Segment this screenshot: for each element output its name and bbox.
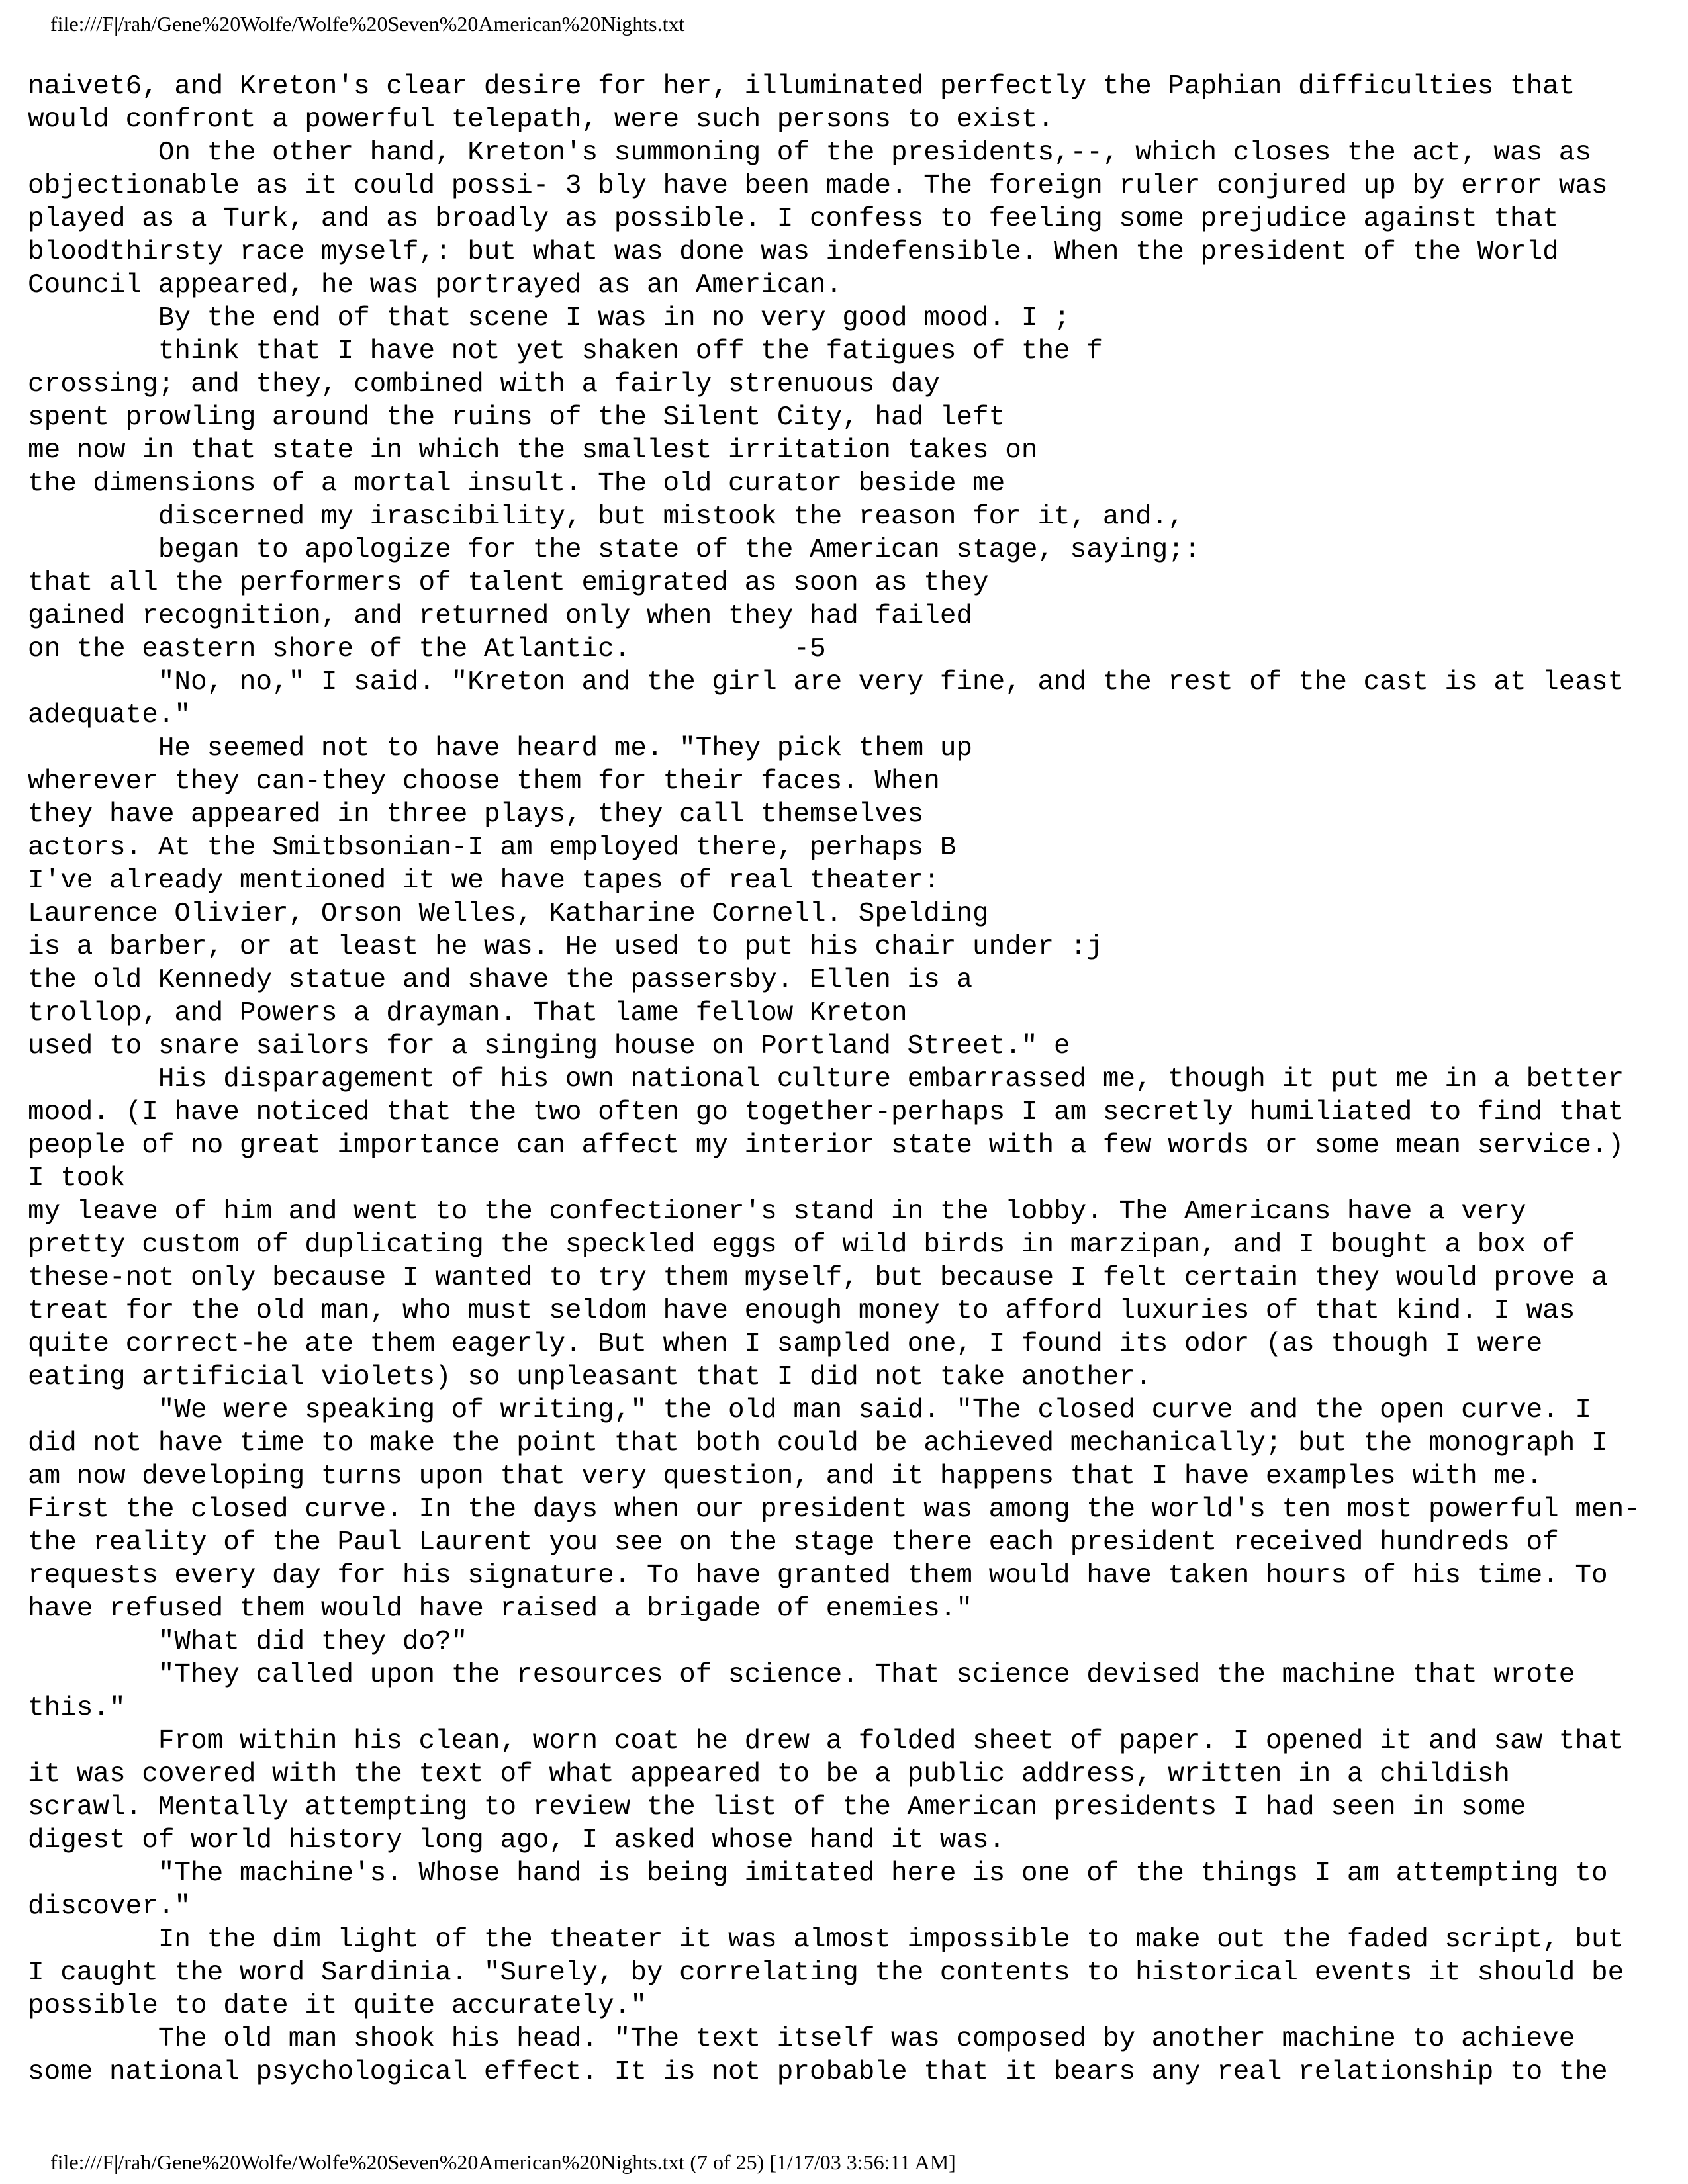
text-line: By the end of that scene I was in no very good mood. I ; xyxy=(28,303,1070,334)
text-line: people of no great importance can affect my interior state with a few words or some mean service.) xyxy=(28,1130,1624,1161)
text-line: on the eastern shore of the Atlantic. -5 xyxy=(28,634,826,664)
text-line: began to apologize for the state of the American stage, saying;: xyxy=(28,535,1201,565)
text-line: I've already mentioned it we have tapes of real theater: xyxy=(28,866,940,896)
text-line: On the other hand, Kreton's summoning of the presidents,--, which closes the act, was as xyxy=(28,138,1591,168)
text-line: His disparagement of his own national culture embarrassed me, though it put me in a better xyxy=(28,1064,1624,1095)
text-line: adequate." xyxy=(28,700,191,731)
text-line: that all the performers of talent emigrated as soon as they xyxy=(28,568,989,598)
text-line: eating artificial violets) so unpleasant that I did not take another. xyxy=(28,1362,1152,1392)
text-line: In the dim light of the theater it was almost impossible to make out the faded script, but xyxy=(28,1925,1624,1955)
text-line: bloodthirsty race myself,: but what was done was indefensible. When the president of the World xyxy=(28,237,1559,267)
text-line: spent prowling around the ruins of the Silent City, had left xyxy=(28,402,1006,433)
text-line: used to snare sailors for a singing house on Portland Street." e xyxy=(28,1031,1070,1062)
text-line: "They called upon the resources of science. That science devised the machine that wrote xyxy=(28,1660,1575,1690)
text-line: treat for the old man, who must seldom have enough money to afford luxuries of that kind. I was xyxy=(28,1296,1575,1326)
text-line: actors. At the Smitbsonian-I am employed there, perhaps B xyxy=(28,833,957,863)
document-body xyxy=(28,70,1669,2089)
text-line: mood. (I have noticed that the two often go together-perhaps I am secretly humiliated to find that xyxy=(28,1097,1624,1128)
text-line: I took xyxy=(28,1163,126,1194)
text-line: my leave of him and went to the confectioner's stand in the lobby. The Americans have a very xyxy=(28,1197,1526,1227)
text-line: think that I have not yet shaken off the fatigues of the f xyxy=(28,336,1103,367)
text-line: me now in that state in which the smallest irritation takes on xyxy=(28,435,1038,466)
text-line: quite correct-he ate them eagerly. But when I sampled one, I found its odor (as though I were xyxy=(28,1329,1543,1359)
text-line: gained recognition, and returned only when they had failed xyxy=(28,601,973,631)
text-line: Laurence Olivier, Orson Welles, Katharine Cornell. Spelding xyxy=(28,899,989,929)
text-line: crossing; and they, combined with a fairly strenuous day xyxy=(28,369,940,400)
text-line: He seemed not to have heard me. "They pick them up xyxy=(28,733,973,764)
text-line: is a barber, or at least he was. He used to put his chair under :j xyxy=(28,932,1103,962)
text-line: wherever they can-they choose them for their faces. When xyxy=(28,766,940,797)
text-line: have refused them would have raised a brigade of enemies." xyxy=(28,1594,973,1624)
text-line: From within his clean, worn coat he drew a folded sheet of paper. I opened it and saw that xyxy=(28,1726,1624,1756)
text-line: the dimensions of a mortal insult. The old curator beside me xyxy=(28,469,1006,499)
text-line: discover." xyxy=(28,1891,191,1922)
text-line: the reality of the Paul Laurent you see on the stage there each president received hundreds of xyxy=(28,1527,1559,1558)
text-line: "What did they do?" xyxy=(28,1627,468,1657)
text-line: did not have time to make the point that both could be achieved mechanically; but the monograph I xyxy=(28,1428,1608,1459)
text-line: pretty custom of duplicating the speckled eggs of wild birds in marzipan, and I bought a box of xyxy=(28,1230,1575,1260)
page-header-file-path: file:///F|/rah/Gene%20Wolfe/Wolfe%20Seven%20American%20Nights.txt xyxy=(50,12,685,36)
text-line: played as a Turk, and as broadly as possible. I confess to feeling some prejudice against that xyxy=(28,204,1559,234)
text-line: trollop, and Powers a drayman. That lame fellow Kreton xyxy=(28,998,908,1028)
text-line: requests every day for his signature. To have granted them would have taken hours of his time. To xyxy=(28,1561,1608,1591)
text-line: it was covered with the text of what appeared to be a public address, written in a childish xyxy=(28,1759,1510,1790)
text-line: First the closed curve. In the days when our president was among the world's ten most powerful men- xyxy=(28,1494,1640,1525)
text-line: possible to date it quite accurately." xyxy=(28,1991,647,2021)
text-line: The old man shook his head. "The text itself was composed by another machine to achieve xyxy=(28,2024,1575,2054)
text-line: "The machine's. Whose hand is being imitated here is one of the things I am attempting to xyxy=(28,1858,1608,1889)
text-line: "We were speaking of writing," the old man said. "The closed curve and the open curve. I xyxy=(28,1395,1591,1426)
text-line: naivet6, and Kreton's clear desire for her, illuminated perfectly the Paphian difficulties that xyxy=(28,71,1575,102)
text-line: would confront a powerful telepath, were such persons to exist. xyxy=(28,105,1055,135)
text-line: digest of world history long ago, I asked whose hand it was. xyxy=(28,1825,1006,1856)
text-line: this." xyxy=(28,1693,126,1723)
text-line: I caught the word Sardinia. "Surely, by correlating the contents to historical events it should be xyxy=(28,1958,1624,1988)
text-line: some national psychological effect. It is not probable that it bears any real relationship to the xyxy=(28,2057,1608,2087)
text-line: they have appeared in three plays, they call themselves xyxy=(28,799,924,830)
text-line: objectionable as it could possi- 3 bly have been made. The foreign ruler conjured up by error was xyxy=(28,171,1608,201)
text-line: Council appeared, he was portrayed as an American. xyxy=(28,270,843,300)
page-footer-file-info: file:///F|/rah/Gene%20Wolfe/Wolfe%20Seven%20American%20Nights.txt (7 of 25) [1/17/03 3:56:11 AM] xyxy=(50,2150,956,2174)
text-line: these-not only because I wanted to try them myself, but because I felt certain they would prove a xyxy=(28,1263,1608,1293)
text-line: scrawl. Mentally attempting to review the list of the American presidents I had seen in some xyxy=(28,1792,1526,1823)
text-line: discerned my irascibility, but mistook the reason for it, and., xyxy=(28,502,1184,532)
text-line: "No, no," I said. "Kreton and the girl are very fine, and the rest of the cast is at least xyxy=(28,667,1624,698)
text-line: the old Kennedy statue and shave the passersby. Ellen is a xyxy=(28,965,973,995)
text-line: am now developing turns upon that very question, and it happens that I have examples with me. xyxy=(28,1461,1543,1492)
